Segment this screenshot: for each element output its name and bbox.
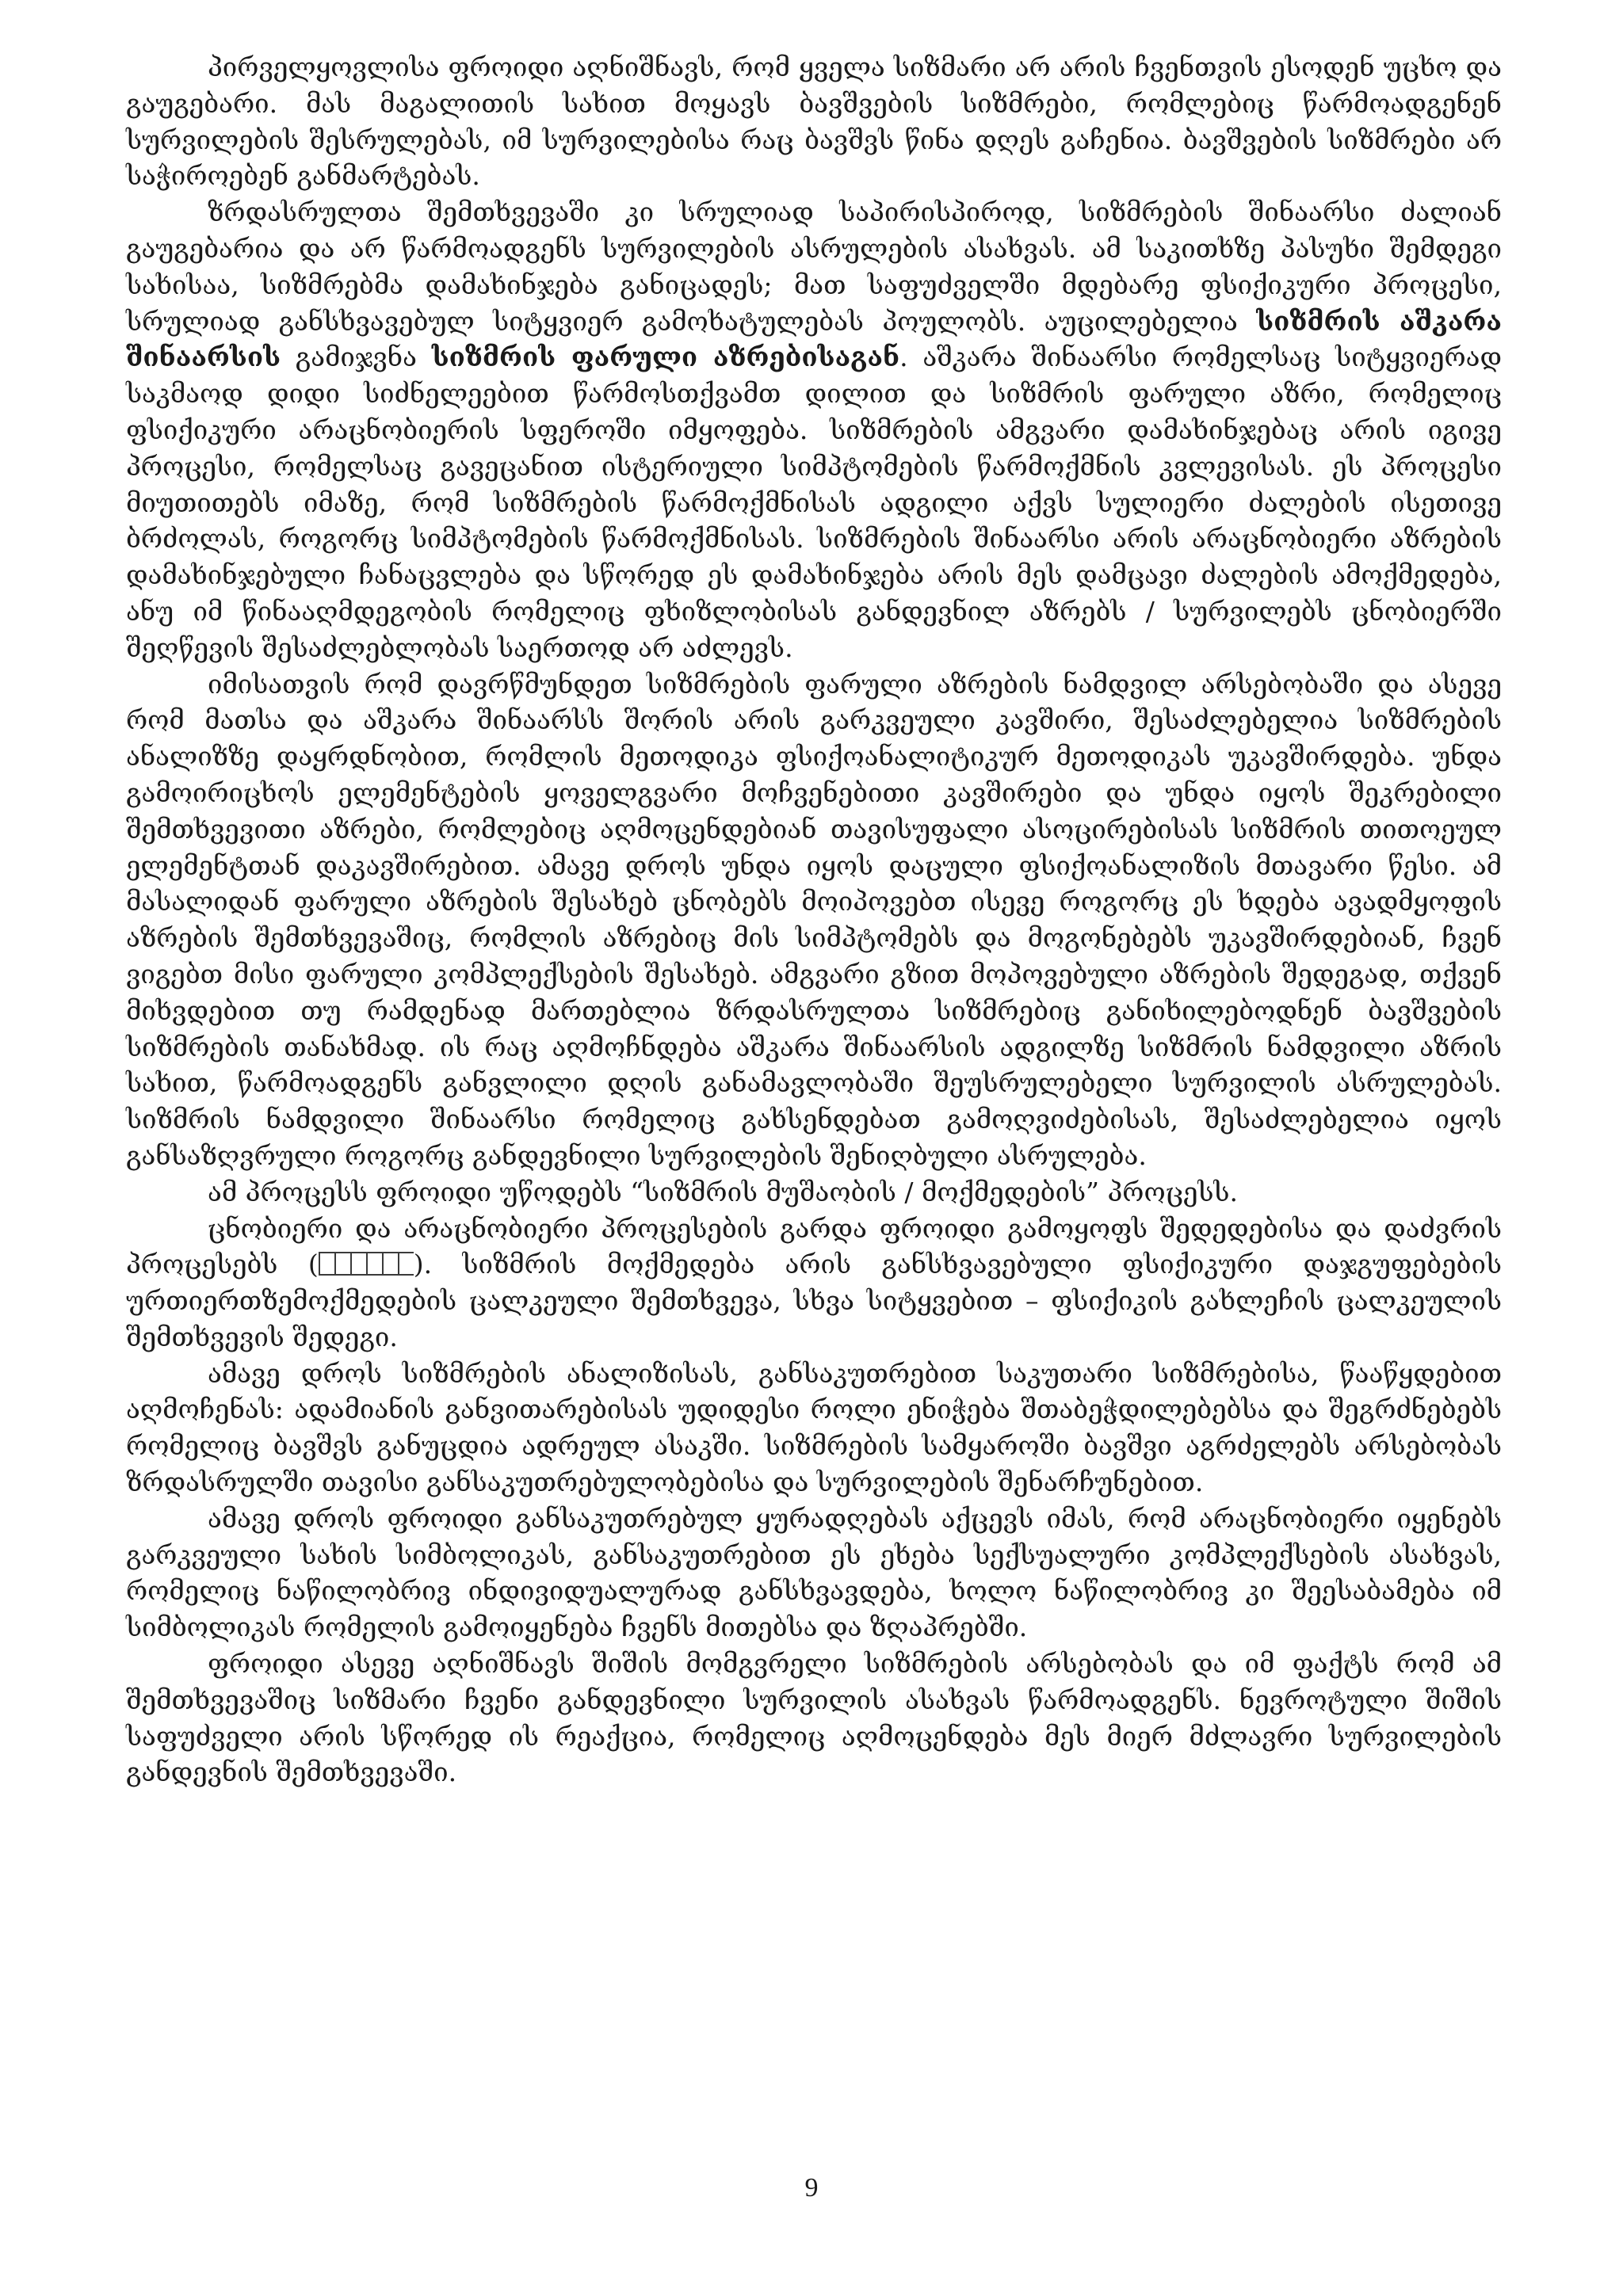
paragraph-dream-work: ამ პროცესს ფროიდი უწოდებს “სიზმრის მუშაობის / მოქმედების” პროცესს. xyxy=(208,1176,1239,1207)
paragraph-symbolism: ამავე დროს ფროიდი განსაკუთრებულ ყურადღებას აქცევს იმას, რომ არაცნობიერი იყენებს გარკვეული სახის სიმბოლიკას, განსაკუთრებით ეს ეხება სექსუალური კომპლექსების ასახვას, რომელიც ნაწილობრივ ინდივიდუალურად განსხვავდება, ხოლო ნაწილობრივ კი შეესაბამება იმ სიმბოლიკას რომელის გამოიყენება ჩვენს მითებსა და ზღაპრებში. xyxy=(126,1502,1502,1643)
missing-glyphs-placeholder xyxy=(319,1252,414,1276)
paragraph-condensation-displacement xyxy=(126,1211,1502,1356)
paragraph-childhood-impressions: ამავე დროს სიზმრების ანალიზისას, განსაკუთრებით საკუთარი სიზმრებისა, წააწყდებით აღმოჩენას: ადამიანის განვითარებისას უდიდესი როლი ენიჭება შთაბეჭდილებებსა და შეგრძნებებს რომელიც ბავშვს განუცდია ადრეულ ასაკში. სიზმრების სამყაროში ბავშვი აგრძელებს არსებობას ზრდასრულში თავისი განსაკუთრებულობებისა და სურვილების შენარჩუნებით. xyxy=(126,1357,1502,1498)
paragraph-text: . აშკარა შინაარსი რომელსაც სიტყვიერად საკმაოდ დიდი სიძნელეებით წარმოსთქვამთ დილით და სიზმრის ფარული აზრი, რომელიც ფსიქიკური არაცნობიერის სფეროში იმყოფება. სიზმრების ამგვარი დამახინჯებაც არის იგივე პროცესი, რომელსაც გავეცანით ისტერიული სიმპტომების წარმოქმნის კვლევისას. ეს პროცესი მიუთითებს იმაზე, რომ სიზმრების წარმოქმნისას ადგილი აქვს სულიერი ძალების ისეთივე ბრძოლას, როგორც სიმპტომების წარმოქმნისას. სიზმრების შინაარსი არის არაცნობიერი აზრების დამახინჯებული ჩანაცვლება და სწორედ ეს დამახინჯება არის მეს დამცავი ძალების ამოქმედება, ანუ იმ წინააღმდეგობის რომელიც ფხიზლობისას განდევნილ აზრებს / სურვილებს ცნობიერში შეღწევის შესაძლებლობას საერთოდ არ აძლევს. xyxy=(126,341,1502,663)
paragraph-manifest-latent xyxy=(126,194,1502,666)
page-number: 9 xyxy=(804,2173,819,2203)
paragraph-text: ). სიზმრის მოქმედება არის განსხვავებული ფსიქიკური დაჯგუფებების ურთიერთზემოქმედების ცალკეული შემთხვევა, სხვა სიტყვებით – ფსიქიკის გახლეჩის ცალკეულის შემთხვევის შედეგი. xyxy=(126,1249,1503,1352)
bold-term-manifest-content: სიზმრის აშკარა შინაარსის xyxy=(126,305,1502,373)
bold-term-latent-thoughts: სიზმრის ფარული აზრებისაგან xyxy=(431,341,900,373)
paragraph-dream-analysis: იმისათვის რომ დავრწმუნდეთ სიზმრების ფარული აზრების ნამდვილ არსებობაში და ასევე რომ მათსა და აშკარა შინაარსს შორის არის გარკვეული კავშირი, შესაძლებელია სიზმრების ანალიზზე დაყრდნობით, რომლის მეთოდიკა ფსიქოანალიტიკურ მეთოდიკას უკავშირდება. უნდა გამოირიცხოს ელემენტების ყოველგვარი მოჩვენებითი კავშირები და უნდა იყოს შეკრებილი შემთხვევითი აზრები, რომლებიც აღმოცენდებიან თავისუფალი ასოცირებისას სიზმრის თითოეულ ელემენტთან დაკავშირებით. ამავე დროს უნდა იყოს დაცული ფსიქოანალიზის მთავარი წესი. ამ მასალიდან ფარული აზრების შესახებ ცნობებს მოიპოვებთ ისევე როგორც ეს ხდება ავადმყოფის აზრების შემთხვევაშიც, რომლის აზრებიც მის სიმპტომებს და მოგონებებს უკავშირდებიან, ჩვენ ვიგებთ მისი ფარული კომპლექსების შესახებ. ამგვარი გზით მოპოვებული აზრების შედეგად, თქვენ მიხვდებით თუ რამდენად მართებლია ზრდასრულთა სიზმრებიც განიხილებოდნენ ბავშვების სიზმრების თანახმად. ის რაც აღმოჩნდება აშკარა შინაარსის ადგილზე სიზმრის ნამდვილი აზრის სახით, წარმოადგენს განვლილი დღის განამავლობაში შეუსრულებელი სურვილის ასრულებას. სიზმრის ნამდვილი შინაარსი რომელიც გახსენდებათ გამოღვიძებისას, შესაძლებელია იყოს განსაზღვრული როგორც განდევნილი სურვილების შენიღბული ასრულება. xyxy=(126,668,1502,1171)
document-body xyxy=(126,49,1502,1791)
paragraph-children-dreams: პირველყოვლისა ფროიდი აღნიშნავს, რომ ყველა სიზმარი არ არის ჩვენთვის ესოდენ უცხო და გაუგებარი. მას მაგალითის სახით მოყავს ბავშვების სიზმრები, რომლებიც წარმოადგენენ სურვილების შესრულებას, იმ სურვილებისა რაც ბავშვს წინა დღეს გაჩენია. ბავშვების სიზმრები არ საჭიროებენ განმარტებას. xyxy=(126,51,1502,192)
paragraph-anxiety-dreams: ფროიდი ასევე აღნიშნავს შიშის მომგვრელი სიზმრების არსებობას და იმ ფაქტს რომ ამ შემთხვევაშიც სიზმარი ჩვენი განდევნილი სურვილის ასახვას წარმოადგენს. ნევროტული შიშის საფუძველი არის სწორედ ის რეაქცია, რომელიც აღმოცენდება მეს მიერ მძლავრი სურვილების განდევნის შემთხვევაში. xyxy=(126,1648,1502,1788)
paragraph-text: გამიჯვნა xyxy=(281,341,432,373)
paragraph-text: ცნობიერი და არაცნობიერი პროცესების გარდა ფროიდი გამოყოფს შედედებისა და დაძვრის პროცესებს ( xyxy=(126,1212,1502,1280)
paragraph-text: ზრდასრულთა შემთხვევაში კი სრულიად საპირისპიროდ, სიზმრების შინაარსი ძალიან გაუგებარია და არ წარმოადგენს სურვილების ასრულების ასახვას. ამ საკითხზე პასუხი შემდეგი სახისაა, სიზმრებმა დამახინჯება განიცადეს; მათ საფუძველში მდებარე ფსიქიკური პროცესი, სრულიად განსხვავებულ სიტყვიერ გამოხატულებას პოულობს. აუცილებელია xyxy=(126,196,1502,337)
